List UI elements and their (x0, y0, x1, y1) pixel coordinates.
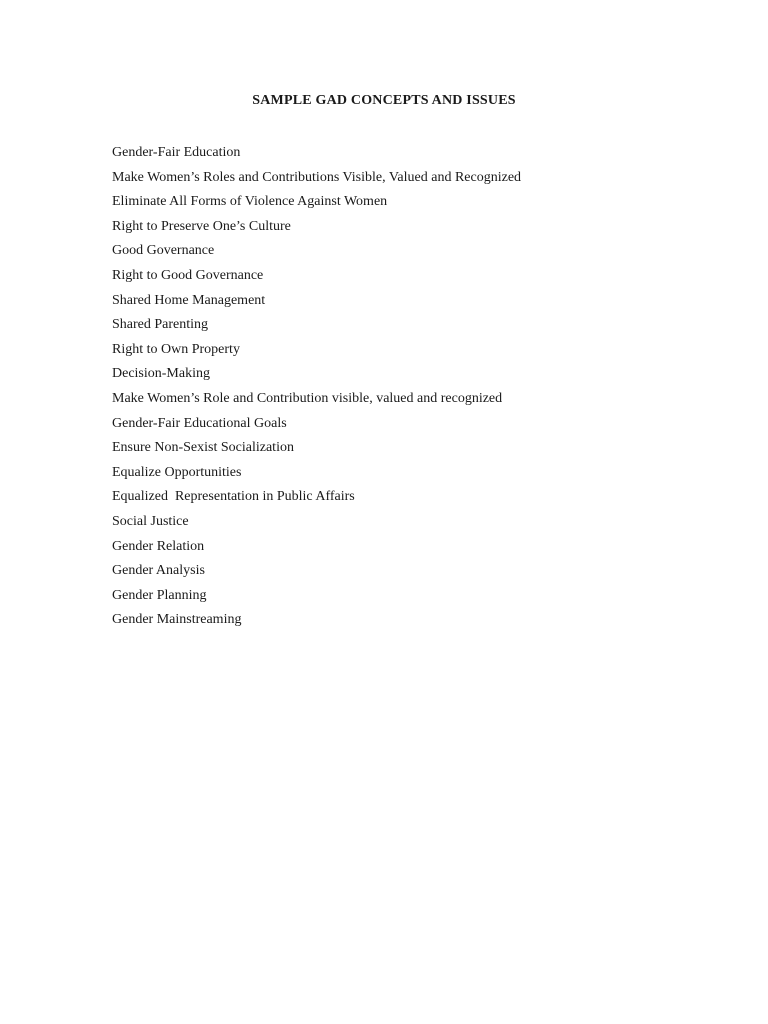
list-item: Gender Relation (112, 538, 205, 554)
list-item: Gender-Fair Educational Goals (112, 415, 287, 431)
list-item: Right to Own Property (112, 341, 240, 357)
list-item: Good Governance (112, 243, 215, 259)
list-item: Shared Parenting (112, 317, 209, 333)
concept-list (112, 141, 521, 633)
list-item: Decision-Making (112, 366, 210, 382)
list-item: Gender Analysis (112, 563, 205, 579)
list-item: Eliminate All Forms of Violence Against Women (112, 194, 388, 210)
list-item: Equalize Opportunities (112, 464, 242, 480)
list-item: Shared Home Management (112, 292, 266, 308)
list-item: Make Women’s Role and Contribution visible, valued and recognized (112, 390, 503, 406)
list-item: Gender-Fair Education (112, 145, 241, 160)
list-item: Social Justice (112, 513, 189, 529)
list-item: Ensure Non-Sexist Socialization (112, 440, 294, 456)
list-item: Make Women’s Roles and Contributions Visible, Valued and Recognized (112, 169, 522, 185)
list-item: Gender Mainstreaming (112, 612, 242, 628)
list-item: Right to Preserve One’s Culture (112, 218, 291, 234)
list-item: Right to Good Governance (112, 267, 264, 283)
list-item: Gender Planning (112, 587, 207, 603)
list-item: Equalized Representation in Public Affairs (112, 489, 355, 505)
document-title: SAMPLE GAD CONCEPTS AND ISSUES (252, 93, 516, 108)
